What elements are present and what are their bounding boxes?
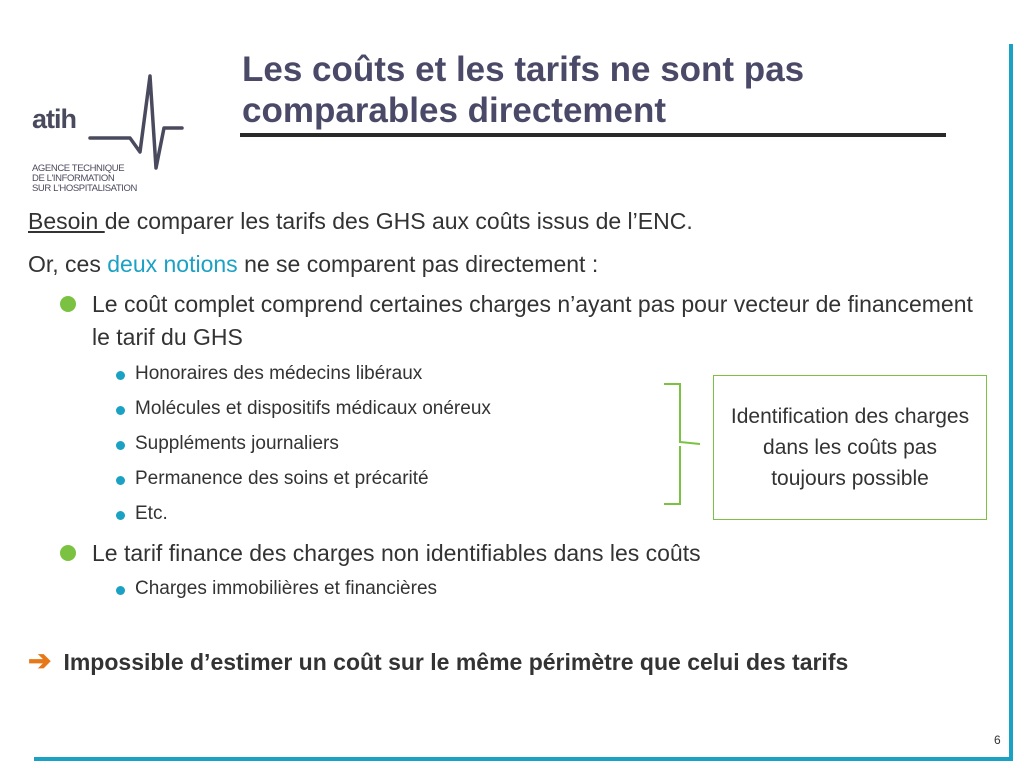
right-brace-icon xyxy=(660,382,704,506)
sub-bullet-dot-icon xyxy=(116,371,125,380)
bullet-dot-icon xyxy=(60,296,76,312)
sub-item-molecules: Molécules et dispositifs médicaux onéreux xyxy=(135,398,491,419)
title-underline xyxy=(240,133,946,137)
sub-bullet-dot-icon xyxy=(116,406,125,415)
notions-highlight: deux notions xyxy=(107,251,238,277)
slide-frame-right xyxy=(1009,44,1013,760)
intro-underlined: Besoin xyxy=(28,208,105,234)
sub-bullet-dot-icon xyxy=(116,441,125,450)
sub-item-charges-immobilieres: Charges immobilières et financières xyxy=(135,578,438,599)
slide-frame-bottom xyxy=(34,757,1013,761)
notions-after: ne se comparent pas directement : xyxy=(237,251,599,277)
intro-rest: de comparer les tarifs des GHS aux coûts issus de l’ENC. xyxy=(104,208,693,234)
page-number: 6 xyxy=(994,733,1001,747)
identification-note-box: Identification des charges dans les coûts pas toujours possible xyxy=(713,375,987,520)
logo-wordmark: atih xyxy=(32,104,77,134)
page-title: Les coûts et les tarifs ne sont pas comparables directement xyxy=(242,50,805,130)
intro-line xyxy=(28,208,693,235)
sub-bullet-dot-icon xyxy=(116,586,125,595)
sub-item-honoraires: Honoraires des médecins libéraux xyxy=(135,363,423,384)
conclusion-text: Impossible d’estimer un coût sur le même périmètre que celui des tarifs xyxy=(63,649,849,675)
sub-bullet-dot-icon xyxy=(116,476,125,485)
conclusion xyxy=(28,646,988,677)
logo-subtitle: AGENCE TECHNIQUE DE L'INFORMATION SUR L'HOSPITALISATION xyxy=(32,163,137,194)
bullet-2-text: Le tarif finance des charges non identifiables dans les coûts xyxy=(92,540,701,566)
bullet-dot-icon xyxy=(60,545,76,561)
notions-line xyxy=(28,251,598,278)
sub-item-etc: Etc. xyxy=(135,503,168,524)
sub-bullet-dot-icon xyxy=(116,511,125,520)
sub-item-permanence: Permanence des soins et précarité xyxy=(135,468,429,489)
bullet-1-text: Le coût complet comprend certaines charges n’ayant pas pour vecteur de financement le tarif du GHS xyxy=(92,291,973,350)
notions-before: Or, ces xyxy=(28,251,108,277)
right-arrow-icon: ➔ xyxy=(28,645,52,676)
sub-item-supplements: Suppléments journaliers xyxy=(135,433,339,454)
